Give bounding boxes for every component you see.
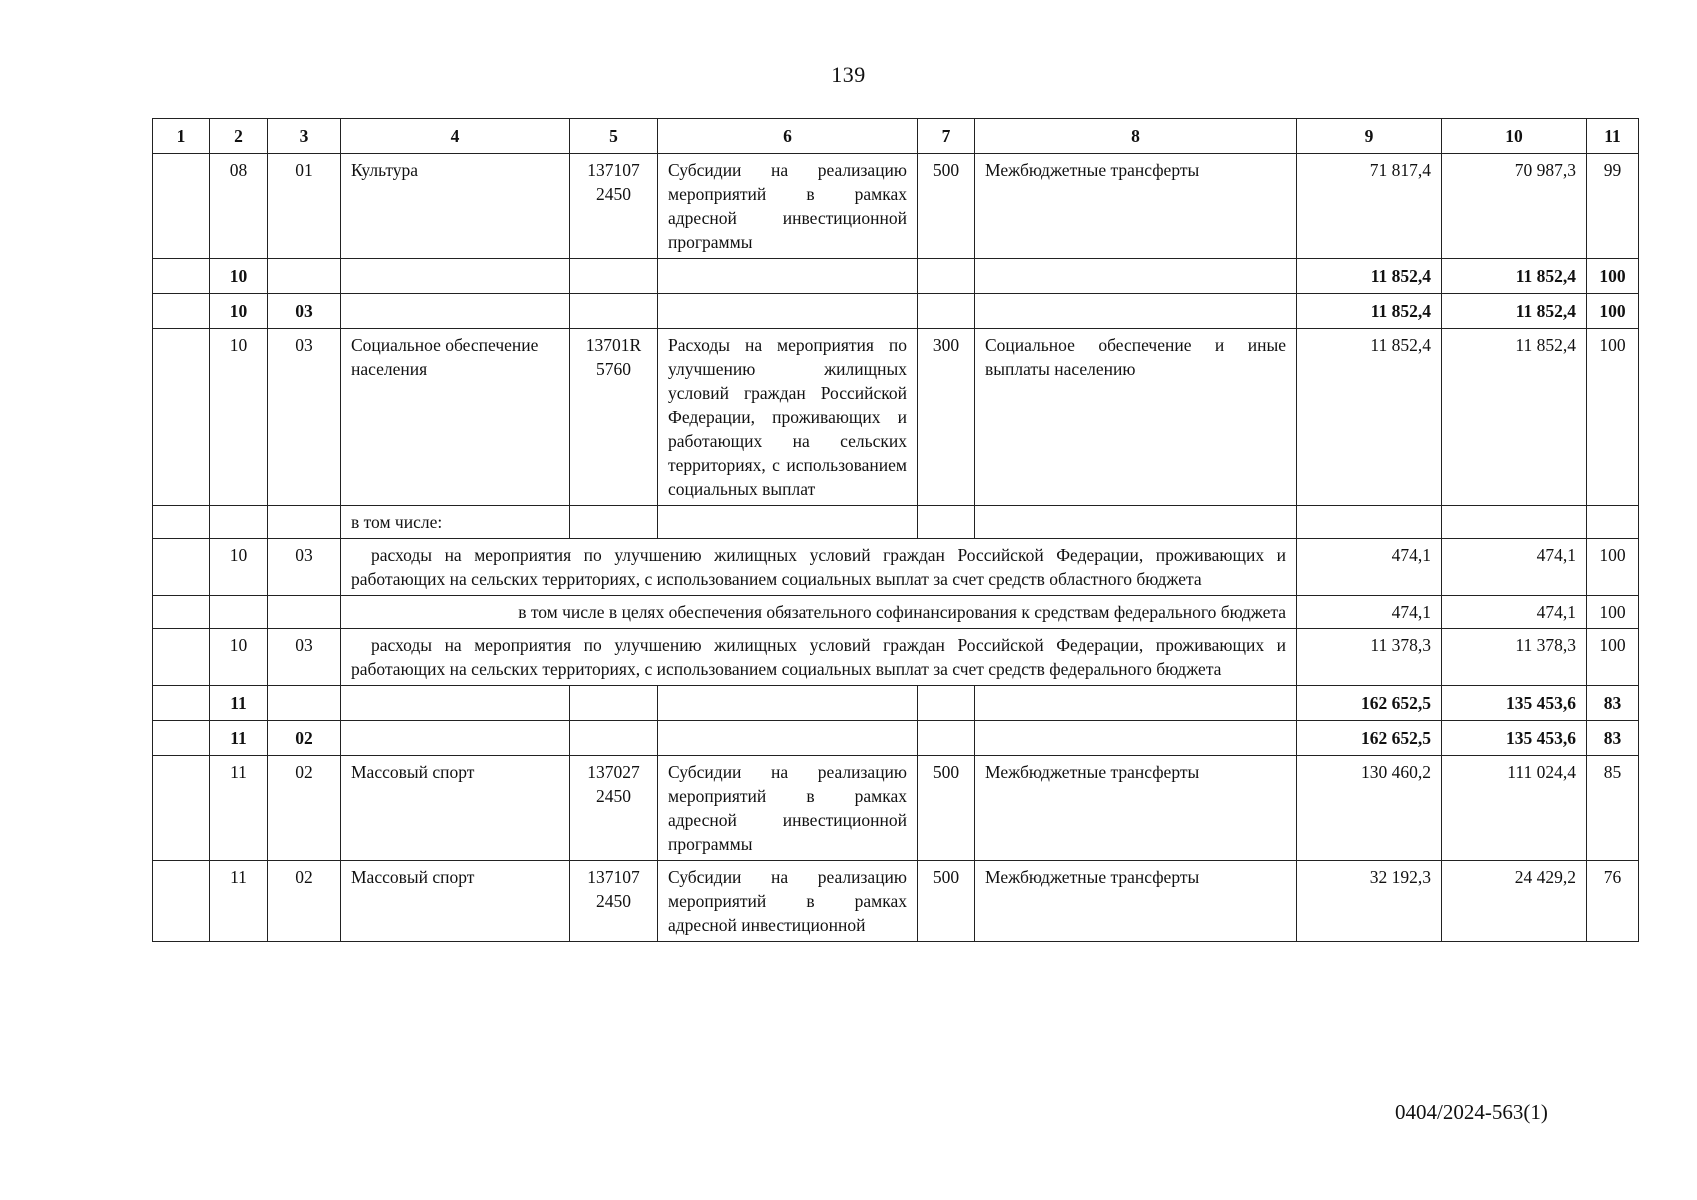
cell-description: в том числе в целях обеспечения обязательного софинансирования к средствам федерального бюджета	[341, 596, 1297, 629]
cell-planned: 162 652,5	[1297, 686, 1442, 721]
cell-subsection: 01	[268, 154, 341, 259]
cell-type-code: 500	[918, 756, 975, 861]
cell-description: Субсидии на реализацию мероприятий в рамках адресной инвестиционной программы	[658, 154, 918, 259]
table-row-label	[153, 506, 1639, 539]
cell-section: 11	[210, 686, 268, 721]
cell-section: 11	[210, 756, 268, 861]
col-header: 8	[975, 119, 1297, 154]
cell-subsection: 03	[268, 629, 341, 686]
cell-percent: 83	[1587, 686, 1639, 721]
cell-section: 10	[210, 629, 268, 686]
cell-planned: 11 378,3	[1297, 629, 1442, 686]
cell-description: Субсидии на реализацию мероприятий в рамках адресной инвестиционной программы	[658, 756, 918, 861]
cell-actual: 11 378,3	[1442, 629, 1587, 686]
cell-type-code: 500	[918, 154, 975, 259]
table-row	[153, 329, 1639, 506]
cell-section: 10	[210, 294, 268, 329]
cell-percent: 99	[1587, 154, 1639, 259]
cell-target-code: 137107 2450	[570, 154, 658, 259]
cell-type-name: Межбюджетные трансферты	[975, 756, 1297, 861]
cell-planned: 11 852,4	[1297, 259, 1442, 294]
col-header: 6	[658, 119, 918, 154]
table-row-span	[153, 629, 1639, 686]
cell-name: Массовый спорт	[341, 756, 570, 861]
cell-planned: 474,1	[1297, 539, 1442, 596]
cell-actual: 474,1	[1442, 596, 1587, 629]
col-header: 9	[1297, 119, 1442, 154]
cell-subsection: 03	[268, 329, 341, 506]
table-row-total	[153, 259, 1639, 294]
cell-actual: 70 987,3	[1442, 154, 1587, 259]
cell-percent: 100	[1587, 539, 1639, 596]
cell-planned: 11 852,4	[1297, 329, 1442, 506]
document-code: 0404/2024-563(1)	[1395, 1100, 1548, 1124]
page-number: 139	[831, 62, 866, 87]
cell-percent: 100	[1587, 259, 1639, 294]
cell-percent: 100	[1587, 596, 1639, 629]
cell-type-code: 500	[918, 861, 975, 942]
cell-planned: 162 652,5	[1297, 721, 1442, 756]
cell-description: Расходы на мероприятия по улучшению жилищных условий граждан Российской Федерации, проживающих и работающих на сельских территориях, с использованием социальных выплат	[658, 329, 918, 506]
cell-planned: 11 852,4	[1297, 294, 1442, 329]
table-row	[153, 756, 1639, 861]
budget-table	[152, 118, 1639, 942]
cell-section: 11	[210, 721, 268, 756]
cell-planned: 474,1	[1297, 596, 1442, 629]
cell-percent: 100	[1587, 294, 1639, 329]
cell-subsection: 03	[268, 294, 341, 329]
cell-actual: 111 024,4	[1442, 756, 1587, 861]
cell-actual: 11 852,4	[1442, 294, 1587, 329]
cell-name: Культура	[341, 154, 570, 259]
cell-planned: 32 192,3	[1297, 861, 1442, 942]
cell-target-code: 137027 2450	[570, 756, 658, 861]
cell-target-code: 13701R 5760	[570, 329, 658, 506]
cell-planned: 71 817,4	[1297, 154, 1442, 259]
header-row	[153, 119, 1639, 154]
cell-percent: 85	[1587, 756, 1639, 861]
col-header: 1	[153, 119, 210, 154]
table-row-span	[153, 539, 1639, 596]
cell-percent: 100	[1587, 329, 1639, 506]
cell-description: расходы на мероприятия по улучшению жилищных условий граждан Российской Федерации, проживающих и работающих на сельских территориях, с использованием социальных выплат за счет средств федерального бюджета	[341, 629, 1297, 686]
cell-section: 10	[210, 539, 268, 596]
cell-section: 08	[210, 154, 268, 259]
cell-actual: 135 453,6	[1442, 686, 1587, 721]
col-header: 3	[268, 119, 341, 154]
cell-actual: 24 429,2	[1442, 861, 1587, 942]
cell-type-name: Межбюджетные трансферты	[975, 154, 1297, 259]
cell-subsection: 02	[268, 756, 341, 861]
cell-type-name: Межбюджетные трансферты	[975, 861, 1297, 942]
cell-subsection: 03	[268, 539, 341, 596]
cell-subsection	[268, 686, 341, 721]
table-row-note	[153, 596, 1639, 629]
cell-subsection: 02	[268, 861, 341, 942]
col-header: 7	[918, 119, 975, 154]
table-row	[153, 861, 1639, 942]
cell-section: 11	[210, 861, 268, 942]
cell-subsection	[268, 259, 341, 294]
col-header: 5	[570, 119, 658, 154]
cell-actual: 135 453,6	[1442, 721, 1587, 756]
cell-description: расходы на мероприятия по улучшению жилищных условий граждан Российской Федерации, проживающих и работающих на сельских территориях, с использованием социальных выплат за счет средств областного бюджета	[341, 539, 1297, 596]
cell-name: Массовый спорт	[341, 861, 570, 942]
cell-name: в том числе:	[341, 506, 570, 539]
cell-actual: 11 852,4	[1442, 329, 1587, 506]
table-row-total	[153, 721, 1639, 756]
cell-section: 10	[210, 259, 268, 294]
cell-name: Социальное обеспечение населения	[341, 329, 570, 506]
cell-percent: 76	[1587, 861, 1639, 942]
cell-actual: 11 852,4	[1442, 259, 1587, 294]
col-header: 2	[210, 119, 268, 154]
cell-percent: 83	[1587, 721, 1639, 756]
cell-section: 10	[210, 329, 268, 506]
cell-type-code: 300	[918, 329, 975, 506]
col-header: 4	[341, 119, 570, 154]
cell-description: Субсидии на реализацию мероприятий в рамках адресной инвестиционной	[658, 861, 918, 942]
table-row-total	[153, 294, 1639, 329]
cell-subsection: 02	[268, 721, 341, 756]
table-row	[153, 154, 1639, 259]
cell-percent: 100	[1587, 629, 1639, 686]
cell-planned: 130 460,2	[1297, 756, 1442, 861]
cell-type-name: Социальное обеспечение и иные выплаты населению	[975, 329, 1297, 506]
col-header: 11	[1587, 119, 1639, 154]
cell-target-code: 137107 2450	[570, 861, 658, 942]
cell-actual: 474,1	[1442, 539, 1587, 596]
col-header: 10	[1442, 119, 1587, 154]
table-row-total	[153, 686, 1639, 721]
